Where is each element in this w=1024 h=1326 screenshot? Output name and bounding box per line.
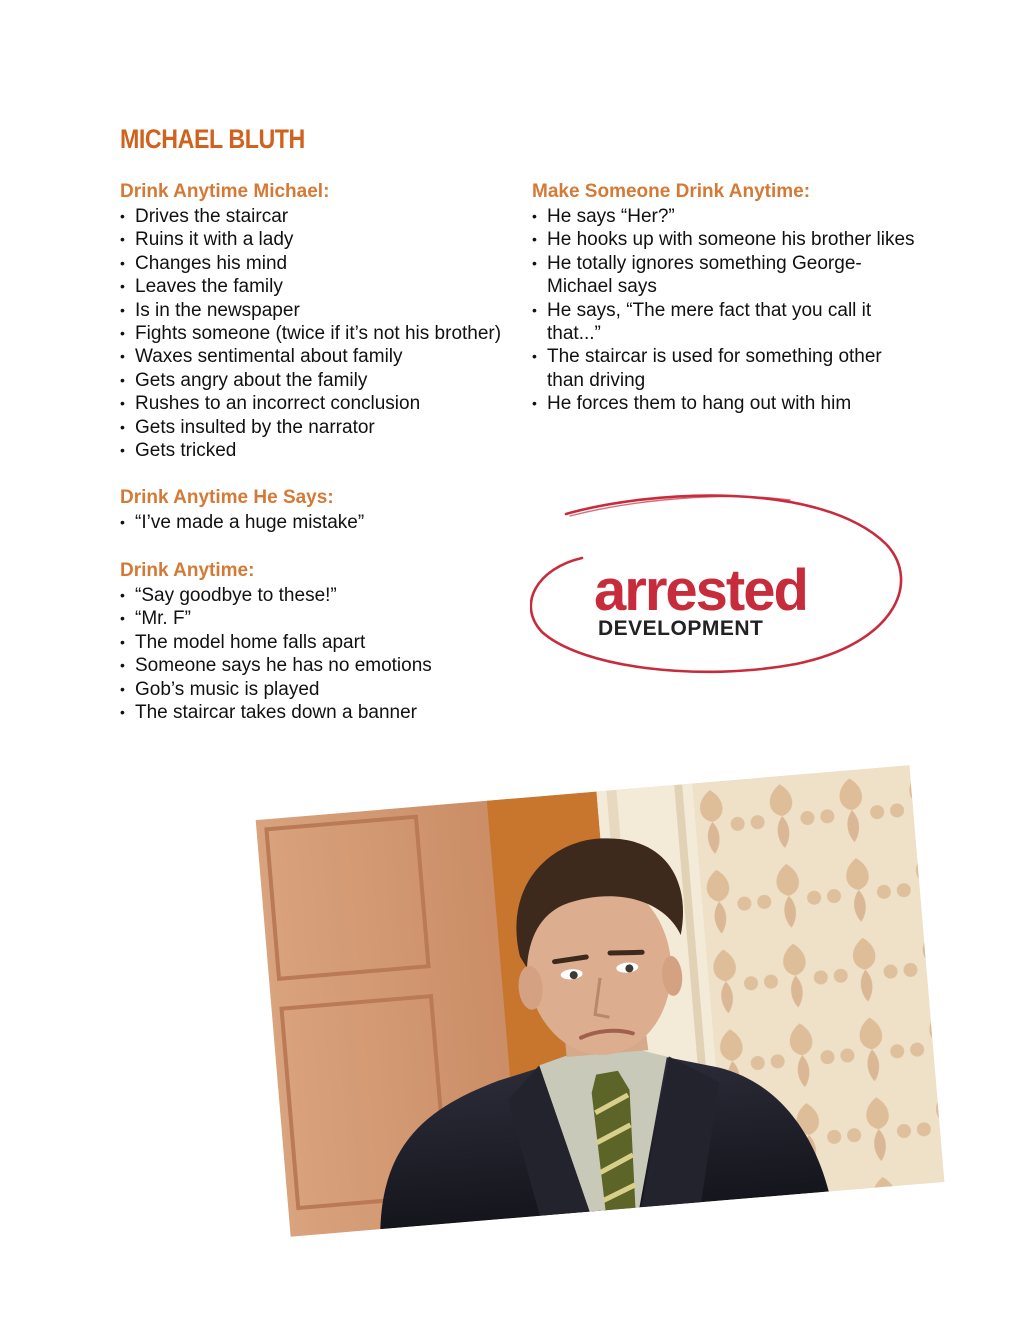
list-item: • Gets tricked <box>120 439 520 462</box>
bullet-list <box>532 205 917 416</box>
section-drink-anytime-he-says <box>120 485 520 534</box>
list-item: • He hooks up with someone his brother likes <box>532 228 917 251</box>
bullet-list <box>120 584 520 724</box>
list-item: • The staircar is used for something other than driving <box>532 345 917 392</box>
logo-word-arrested: arrested <box>594 558 807 623</box>
list-item: • He says, “The mere fact that you call it that...” <box>532 299 917 346</box>
list-item: • He says “Her?” <box>532 205 917 228</box>
bullet-list <box>120 205 520 462</box>
list-item: • Gets angry about the family <box>120 369 520 392</box>
list-item: • Gob’s music is played <box>120 678 520 701</box>
page-title: MICHAEL BLUTH <box>120 124 305 154</box>
list-item: • He totally ignores something George-Michael says <box>532 252 917 299</box>
section-drink-anytime-michael <box>120 179 520 462</box>
list-item: • “I’ve made a huge mistake” <box>120 511 520 534</box>
section-heading: Drink Anytime Michael: <box>120 181 330 202</box>
list-item: • He forces them to hang out with him <box>532 392 917 415</box>
list-item: • Waxes sentimental about family <box>120 345 520 368</box>
list-item: • The staircar takes down a banner <box>120 701 520 724</box>
arrested-development-logo <box>530 486 906 678</box>
bullet-list <box>120 511 520 534</box>
list-item: • Leaves the family <box>120 275 520 298</box>
list-item: • “Say goodbye to these!” <box>120 584 520 607</box>
list-item: • Someone says he has no emotions <box>120 654 520 677</box>
section-heading: Drink Anytime: <box>120 559 255 581</box>
list-item: • Ruins it with a lady <box>120 228 520 251</box>
list-item: • Rushes to an incorrect conclusion <box>120 392 520 415</box>
section-drink-anytime <box>120 558 520 724</box>
list-item: • Gets insulted by the narrator <box>120 416 520 439</box>
section-heading: Drink Anytime He Says: <box>120 487 334 509</box>
list-item: • Changes his mind <box>120 252 520 275</box>
section-heading: Make Someone Drink Anytime: <box>532 181 811 202</box>
list-item: • Drives the staircar <box>120 205 520 228</box>
list-item: • Is in the newspaper <box>120 299 520 322</box>
logo-word-development: DEVELOPMENT <box>598 617 764 640</box>
right-column <box>532 179 917 439</box>
man-in-suit-photo-icon <box>256 765 945 1236</box>
section-make-someone-drink <box>532 179 917 416</box>
list-item: • Fights someone (twice if it’s not his brother) <box>120 322 520 345</box>
list-item: • The model home falls apart <box>120 631 520 654</box>
list-item: • “Mr. F” <box>120 607 520 630</box>
left-column <box>120 179 520 747</box>
circled-logo-icon <box>530 486 906 678</box>
michael-bluth-photo <box>256 765 945 1236</box>
